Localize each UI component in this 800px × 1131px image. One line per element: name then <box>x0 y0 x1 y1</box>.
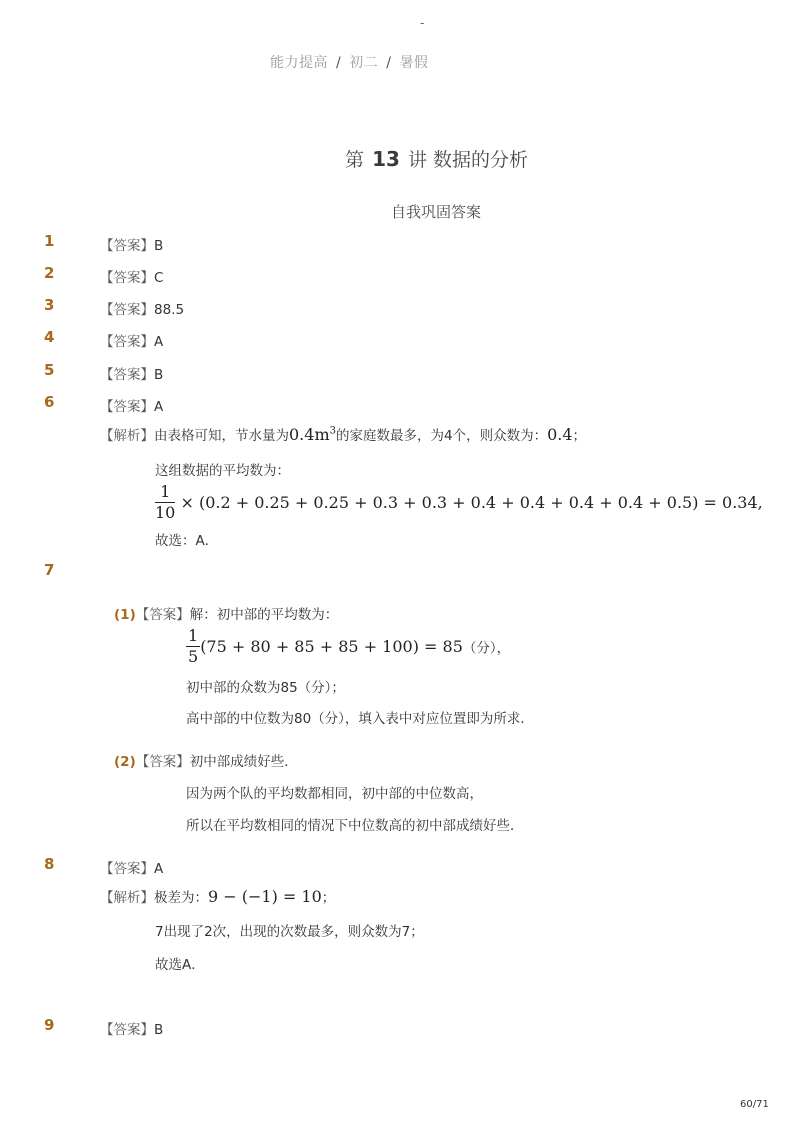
answer-value: C <box>154 270 164 286</box>
formula-mean <box>155 482 763 523</box>
answer-tag: 【答案】 <box>100 1022 154 1038</box>
formula-mean <box>186 626 510 667</box>
answer-value: B <box>154 367 164 383</box>
section-subtitle: 自我巩固答案 <box>391 203 482 221</box>
analysis-text-end: ； <box>572 428 587 444</box>
answer-row <box>100 1018 163 1038</box>
analysis-row <box>100 424 586 444</box>
sub-answer-row <box>114 603 338 623</box>
analysis-math-range: 9 − (−1) = 10 <box>208 887 322 906</box>
answer-value: B <box>154 1022 164 1038</box>
answer-row <box>100 363 163 383</box>
fraction <box>155 482 175 523</box>
title-suffix: 讲 数据的分析 <box>407 149 528 171</box>
answer-tag: 【答案】 <box>100 238 154 254</box>
question-number: 4 <box>44 328 55 346</box>
breadcrumb-item-level: 能力提高 <box>270 55 328 71</box>
breadcrumb-item-grade: 初二 <box>349 55 379 71</box>
analysis-text: 由表格可知，节水量为 <box>154 428 289 444</box>
answer-value: B <box>154 238 164 254</box>
answer-row <box>100 234 163 254</box>
fraction-denominator: 5 <box>188 647 199 666</box>
analysis-line: 这组数据的平均数为： <box>155 463 290 479</box>
sub-question-label: (1) <box>114 607 136 623</box>
answer-line: 所以在平均数相同的情况下中位数高的初中部成绩好些． <box>186 818 524 834</box>
answer-tag: 【答案】 <box>100 399 154 415</box>
breadcrumb <box>270 52 428 72</box>
fraction-denominator: 10 <box>155 503 176 522</box>
page-number: 60/71 <box>740 1099 769 1110</box>
sub-answer-text: 初中部成绩好些． <box>189 754 298 770</box>
answer-line: 初中部的众数为85（分）； <box>186 680 345 696</box>
question-number: 3 <box>44 296 55 314</box>
answer-row <box>100 266 163 286</box>
analysis-math-exponent: 3 <box>329 425 336 437</box>
analysis-tag: 【解析】 <box>100 428 154 444</box>
question-number: 1 <box>44 232 55 250</box>
fraction-numerator: 1 <box>188 626 199 645</box>
answer-tag: 【答案】 <box>100 334 154 350</box>
formula-body: (75 + 80 + 85 + 85 + 100) = 85 <box>200 637 463 656</box>
answer-tag: 【答案】 <box>100 861 154 877</box>
answer-value: A <box>154 334 164 350</box>
answer-value: 88.5 <box>154 302 185 318</box>
question-number: 5 <box>44 361 55 379</box>
fraction-numerator: 1 <box>155 482 175 503</box>
title-prefix: 第 <box>345 149 365 171</box>
analysis-conclusion: 故选A． <box>155 957 205 973</box>
question-number: 2 <box>44 264 55 282</box>
fraction <box>186 626 200 667</box>
answer-line: 高中部的中位数为80（分），填入表中对应位置即为所求． <box>186 711 534 727</box>
formula-body: × (0.2 + 0.25 + 0.25 + 0.3 + 0.3 + 0.4 + 0.4 + 0.4 + 0.4 + 0.5) = 0.34, <box>180 493 763 512</box>
question-number: 6 <box>44 393 55 411</box>
answer-row <box>100 395 163 415</box>
answer-tag: 【答案】 <box>100 367 154 383</box>
answer-tag: 【答案】 <box>100 302 154 318</box>
analysis-tag: 【解析】 <box>100 890 154 906</box>
breadcrumb-separator: / <box>336 55 342 71</box>
sub-answer-text: 解：初中部的平均数为： <box>189 607 339 623</box>
answer-line: 因为两个队的平均数都相同，初中部的中位数高， <box>186 786 483 802</box>
answer-row <box>100 330 163 350</box>
analysis-math-volume: 0.4m <box>289 425 330 444</box>
analysis-row <box>100 886 335 906</box>
answer-value: A <box>154 861 164 877</box>
breadcrumb-item-term: 暑假 <box>399 55 429 71</box>
analysis-conclusion: 故选：A． <box>155 533 219 549</box>
answer-row <box>100 857 163 877</box>
formula-unit: （分）， <box>462 640 511 657</box>
title-number: 13 <box>372 147 400 171</box>
question-number: 9 <box>44 1016 55 1034</box>
breadcrumb-separator: / <box>386 55 392 71</box>
answer-row <box>100 298 184 318</box>
page-title <box>345 145 528 172</box>
answer-tag: 【答案】 <box>135 754 190 770</box>
header-dash: - <box>420 16 425 30</box>
answer-tag: 【答案】 <box>100 270 154 286</box>
question-number: 7 <box>44 561 55 579</box>
analysis-text: 的家庭数最多，为4个，则众数为： <box>336 428 548 444</box>
analysis-text: 极差为： <box>154 890 208 906</box>
analysis-math-mode: 0.4 <box>547 425 573 444</box>
analysis-line: 7出现了2次，出现的次数最多，则众数为7； <box>155 924 424 940</box>
sub-answer-row <box>114 750 298 770</box>
answer-tag: 【答案】 <box>135 607 190 623</box>
sub-question-label: (2) <box>114 754 136 770</box>
answer-value: A <box>154 399 164 415</box>
analysis-text-end: ； <box>321 890 336 906</box>
question-number: 8 <box>44 855 55 873</box>
